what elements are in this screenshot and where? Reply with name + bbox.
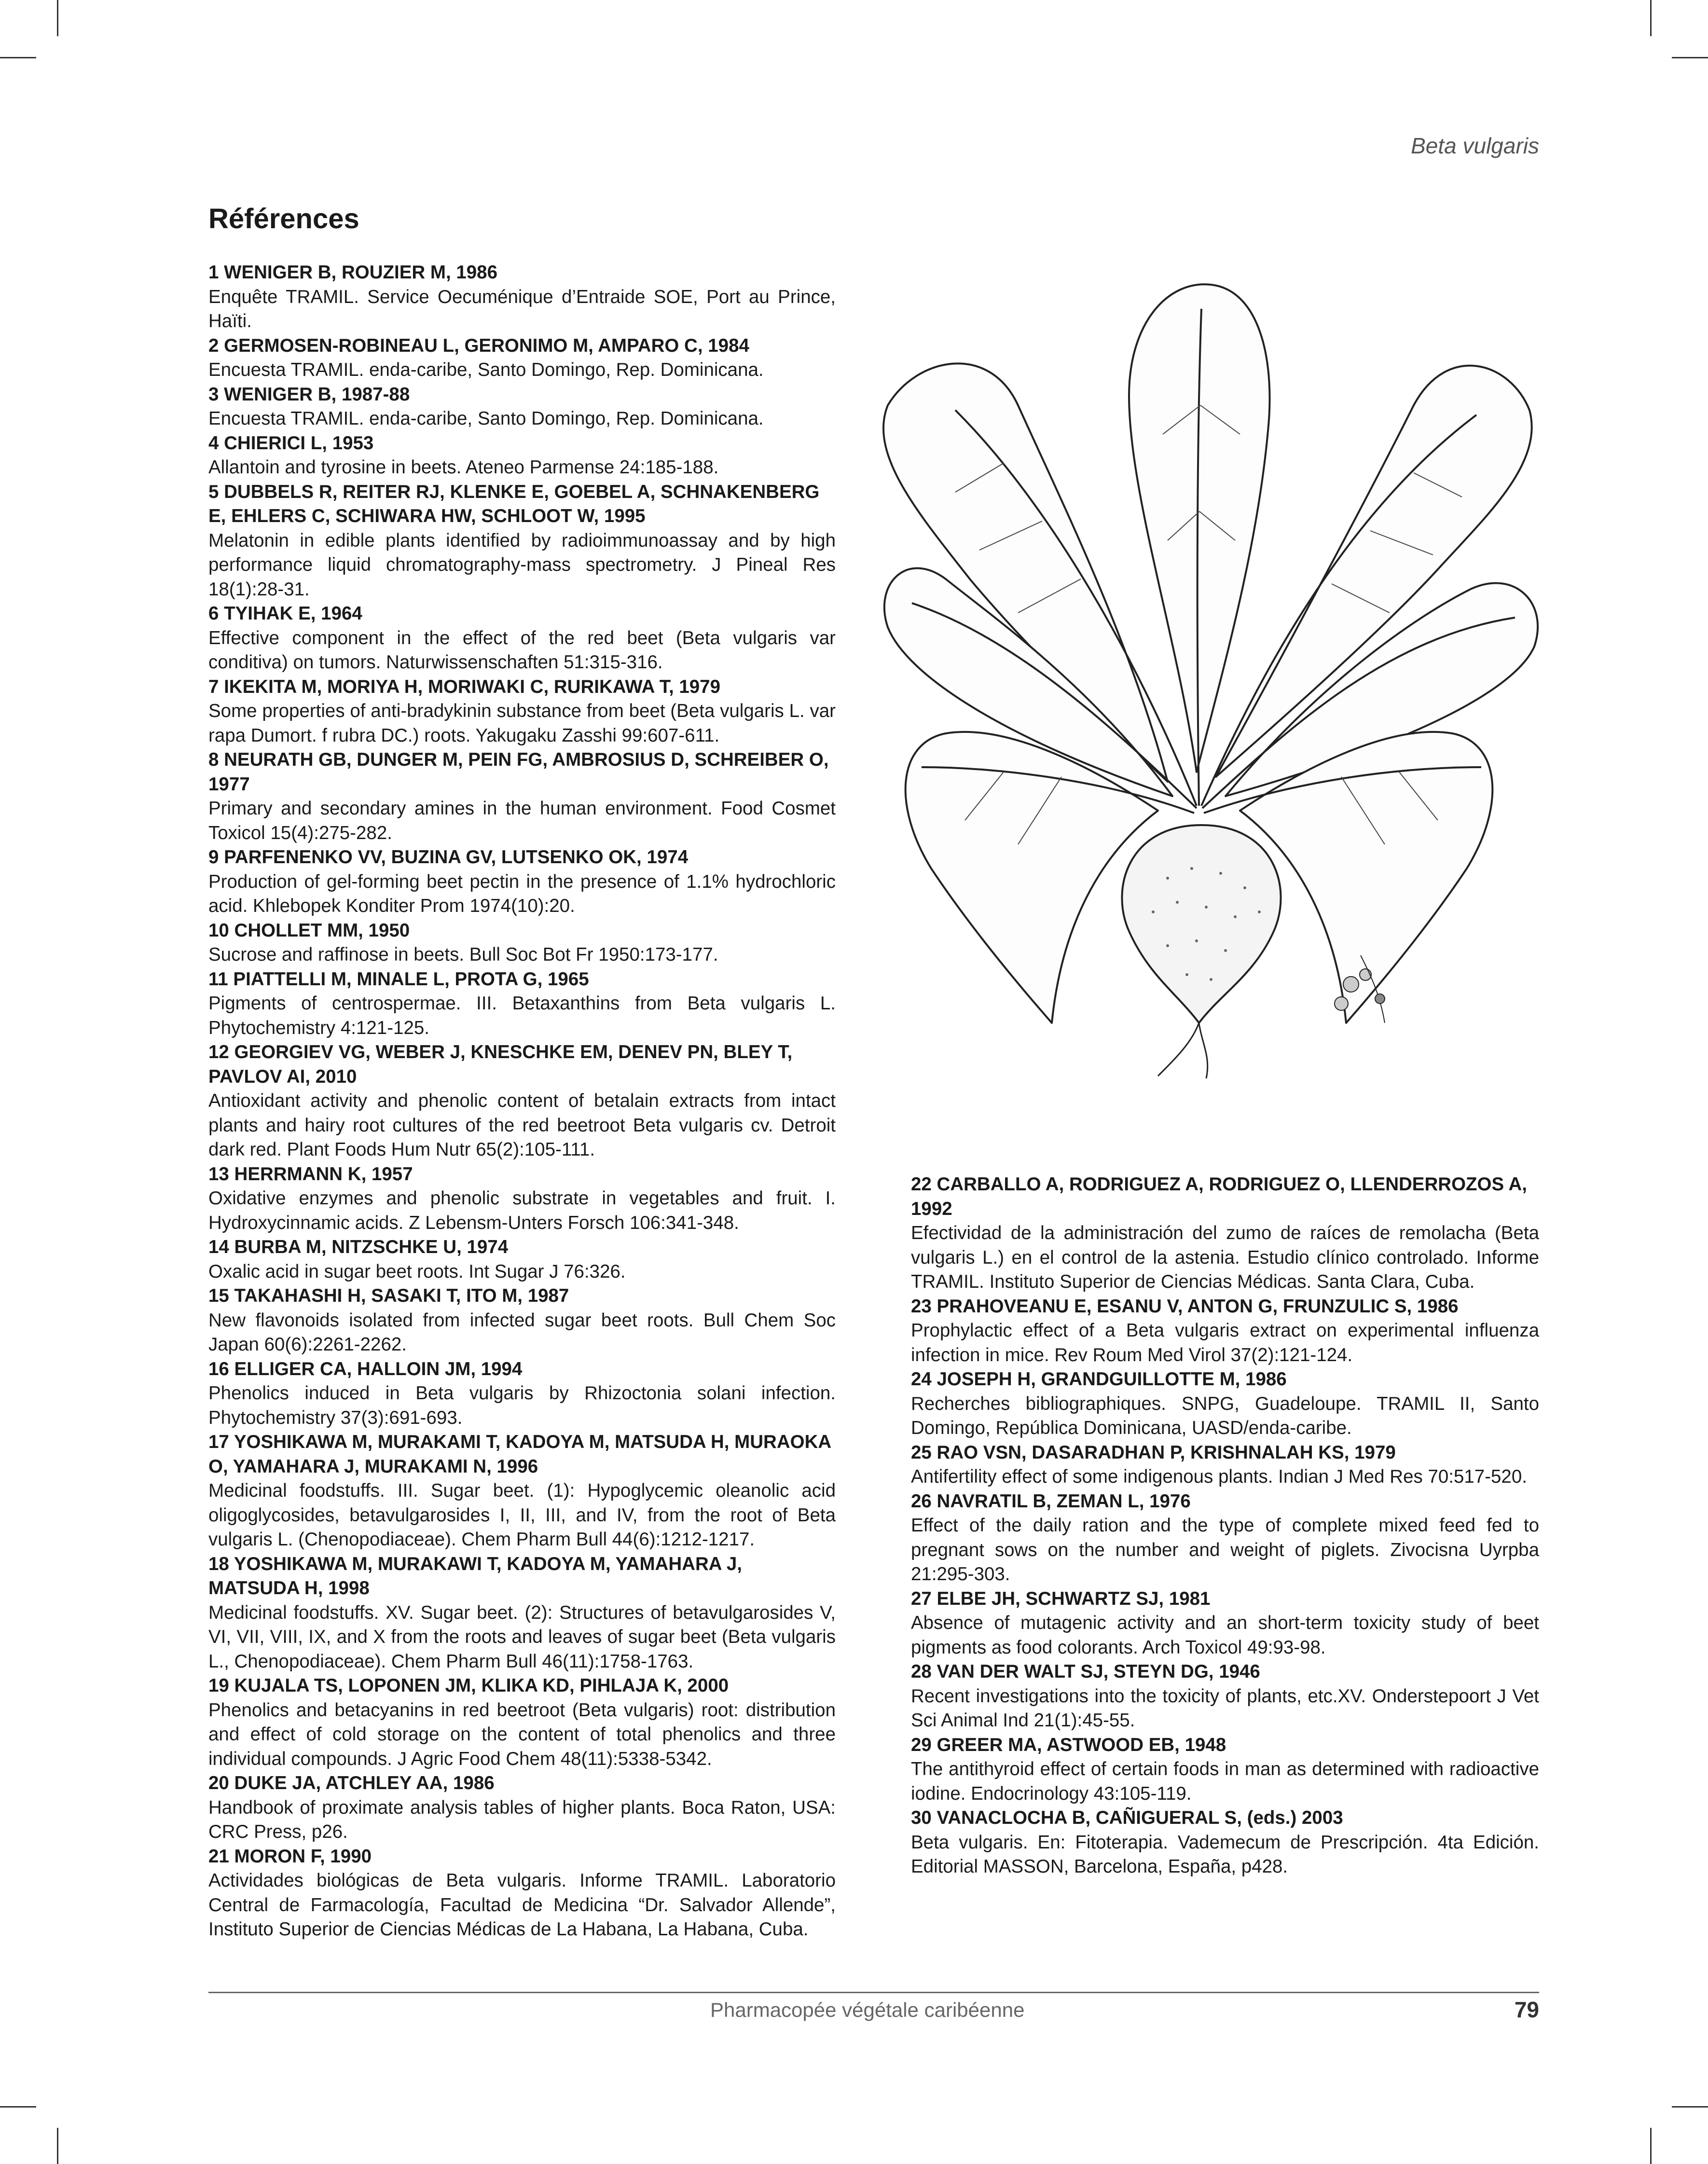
references-right-column — [911, 1172, 1539, 1879]
crop-mark — [1650, 0, 1652, 36]
reference-entry — [208, 1284, 836, 1357]
crop-mark — [1650, 2128, 1652, 2164]
footer-rule — [208, 1992, 1539, 1993]
reference-authors: 3 WENIGER B, 1987-88 — [208, 384, 410, 405]
reference-authors: 2 GERMOSEN-ROBINEAU L, GERONIMO M, AMPARO C, 1984 — [208, 335, 749, 356]
reference-citation: Allantoin and tyrosine in beets. Ateneo Parmense 24:185-188. — [208, 457, 719, 478]
section-title: Références — [208, 203, 359, 234]
reference-authors: 23 PRAHOVEANU E, ESANU V, ANTON G, FRUNZULIC S, 1986 — [911, 1296, 1459, 1317]
crop-mark — [0, 57, 36, 58]
reference-citation: Effect of the daily ration and the type of complete mixed feed fed to pregnant sows on the number and weight of piglets. Zivocisna Uyrpba 21:295-303. — [911, 1515, 1539, 1585]
reference-entry — [208, 1771, 836, 1845]
crop-mark — [0, 2106, 36, 2108]
beet-root — [1122, 825, 1281, 1023]
reference-citation: Phenolics induced in Beta vulgaris by Rhizoctonia solani infection. Phytochemistry 37(3):691-693. — [208, 1383, 836, 1428]
reference-authors: 26 NAVRATIL B, ZEMAN L, 1976 — [911, 1490, 1191, 1512]
crop-mark — [57, 0, 58, 36]
reference-entry — [208, 1040, 836, 1162]
reference-entry — [208, 261, 836, 334]
reference-citation: Oxalic acid in sugar beet roots. Int Sugar J 76:326. — [208, 1261, 626, 1282]
reference-citation: Medicinal foodstuffs. XV. Sugar beet. (2): Structures of betavulgarosides V, VI, VII, VIII, IX, and X from the roots and leaves of sugar beet (Beta vulgaris L., Chenopodiaceae). Chem Pharm Bull 46(11):1758-1763. — [208, 1602, 836, 1672]
reference-citation: New flavonoids isolated from infected sugar beet roots. Bull Chem Soc Japan 60(6):2261-2262. — [208, 1309, 836, 1355]
reference-citation: Antifertility effect of some indigenous plants. Indian J Med Res 70:517-520. — [911, 1466, 1527, 1487]
reference-authors: 17 YOSHIKAWA M, MURAKAMI T, KADOYA M, MATSUDA H, MURAOKA O, YAMAHARA J, MURAKAMI N, 1996 — [208, 1432, 831, 1477]
reference-entry — [208, 1845, 836, 1942]
reference-citation: Production of gel-forming beet pectin in the presence of 1.1% hydrochloric acid. Khlebopek Konditer Prom 1974(10):20. — [208, 871, 836, 916]
reference-entry — [911, 1733, 1539, 1806]
reference-entry — [911, 1489, 1539, 1587]
reference-citation: Recherches bibliographiques. SNPG, Guadeloupe. TRAMIL II, Santo Domingo, República Dominicana, UASD/enda-caribe. — [911, 1393, 1539, 1438]
reference-citation: Handbook of proximate analysis tables of higher plants. Boca Raton, USA: CRC Press, p26. — [208, 1797, 836, 1842]
reference-authors: 25 RAO VSN, DASARADHAN P, KRISHNALAH KS, 1979 — [911, 1442, 1396, 1463]
reference-authors: 14 BURBA M, NITZSCHKE U, 1974 — [208, 1237, 509, 1257]
reference-entry — [911, 1295, 1539, 1368]
reference-authors: 29 GREER MA, ASTWOOD EB, 1948 — [911, 1734, 1226, 1755]
reference-citation: Sucrose and raffinose in beets. Bull Soc Bot Fr 1950:173-177. — [208, 944, 718, 965]
reference-entry — [911, 1806, 1539, 1879]
reference-entry — [208, 1162, 836, 1236]
reference-citation: Primary and secondary amines in the human environment. Food Cosmet Toxicol 15(4):275-282. — [208, 798, 836, 843]
page-number: 79 — [1514, 1997, 1539, 2022]
reference-citation: Encuesta TRAMIL. enda-caribe, Santo Domingo, Rep. Dominicana. — [208, 408, 764, 429]
reference-entry — [208, 383, 836, 431]
reference-authors: 8 NEURATH GB, DUNGER M, PEIN FG, AMBROSIUS D, SCHREIBER O, 1977 — [208, 749, 829, 795]
crop-mark — [1672, 57, 1708, 58]
reference-authors: 7 IKEKITA M, MORIYA H, MORIWAKI C, RURIKAWA T, 1979 — [208, 676, 721, 697]
reference-citation: The antithyroid effect of certain foods in man as determined with radioactive iodine. Endocrinology 43:105-119. — [911, 1759, 1539, 1804]
footer-title: Pharmacopée végétale caribéenne — [710, 1999, 1025, 2021]
reference-authors: 15 TAKAHASHI H, SASAKI T, ITO M, 1987 — [208, 1285, 569, 1306]
reference-citation: Enquête TRAMIL. Service Oecuménique d’Entraide SOE, Port au Prince, Haïti. — [208, 286, 836, 331]
reference-authors: 6 TYIHAK E, 1964 — [208, 603, 362, 624]
reference-entry — [208, 748, 836, 845]
reference-citation: Melatonin in edible plants identified by radioimmunoassay and by high performance liquid chromatography-mass spectrometry. J Pineal Res 18(1):28-31. — [208, 530, 836, 600]
reference-authors: 24 JOSEPH H, GRANDGUILLOTTE M, 1986 — [911, 1369, 1287, 1390]
reference-citation: Actividades biológicas de Beta vulgaris. Informe TRAMIL. Laboratorio Central de Farmacología, Facultad de Medicina “Dr. Salvador Allende”, Instituto Superior de Ciencias Médicas de La Habana, La Habana, Cuba. — [208, 1870, 836, 1940]
beet-illustration — [859, 203, 1573, 1081]
reference-authors: 5 DUBBELS R, REITER RJ, KLENKE E, GOEBEL A, SCHNAKENBERG E, EHLERS C, SCHIWARA HW, SCHLOOT W, 1995 — [208, 481, 820, 526]
reference-authors: 21 MORON F, 1990 — [208, 1846, 372, 1867]
reference-authors: 27 ELBE JH, SCHWARTZ SJ, 1981 — [911, 1588, 1211, 1609]
reference-entry — [208, 967, 836, 1041]
reference-entry — [208, 1430, 836, 1552]
reference-citation: Oxidative enzymes and phenolic substrate in vegetables and fruit. I. Hydroxycinnamic acids. Z Lebensm-Unters Forsch 106:341-348. — [208, 1188, 836, 1233]
reference-authors: 16 ELLIGER CA, HALLOIN JM, 1994 — [208, 1358, 523, 1379]
reference-entry — [208, 602, 836, 675]
reference-authors: 4 CHIERICI L, 1953 — [208, 432, 374, 454]
reference-authors: 12 GEORGIEV VG, WEBER J, KNESCHKE EM, DENEV PN, BLEY T, PAVLOV AI, 2010 — [208, 1042, 793, 1087]
reference-citation: Phenolics and betacyanins in red beetroot (Beta vulgaris) root: distribution and effect of cold storage on the content of total phenolics and three individual compounds. J Agric Food Chem 48(11):5338-5342. — [208, 1699, 836, 1769]
reference-authors: 18 YOSHIKAWA M, MURAKAWI T, KADOYA M, YAMAHARA J, MATSUDA H, 1998 — [208, 1553, 742, 1599]
reference-authors: 9 PARFENENKO VV, BUZINA GV, LUTSENKO OK, 1974 — [208, 847, 689, 868]
reference-entry — [911, 1172, 1539, 1295]
reference-entry — [208, 675, 836, 748]
running-head: Beta vulgaris — [1411, 133, 1539, 158]
reference-entry — [208, 1674, 836, 1771]
reference-citation: Encuesta TRAMIL. enda-caribe, Santo Domingo, Rep. Dominicana. — [208, 359, 764, 380]
reference-entry — [911, 1587, 1539, 1660]
reference-entry — [208, 1235, 836, 1284]
reference-entry — [911, 1367, 1539, 1441]
reference-citation: Antioxidant activity and phenolic content of betalain extracts from intact plants and hairy root cultures of the red beetroot Beta vulgaris cv. Detroit dark red. Plant Foods Hum Nutr 65(2):105-111. — [208, 1090, 836, 1160]
crop-mark — [57, 2128, 58, 2164]
reference-entry — [208, 431, 836, 480]
reference-entry — [208, 334, 836, 383]
reference-entry — [208, 919, 836, 967]
reference-authors: 13 HERRMANN K, 1957 — [208, 1163, 413, 1185]
references-left-column — [208, 261, 836, 1942]
reference-citation: Beta vulgaris. En: Fitoterapia. Vademecum de Prescripción. 4ta Edición. Editorial MASSON, Barcelona, España, p428. — [911, 1832, 1539, 1877]
reference-citation: Efectividad de la administración del zumo de raíces de remolacha (Beta vulgaris L.) en el control de la astenia. Estudio clínico controlado. Informe TRAMIL. Instituto Superior de Ciencias Médicas. Santa Clara, Cuba. — [911, 1223, 1539, 1292]
reference-citation: Prophylactic effect of a Beta vulgaris extract on experimental influenza infection in mice. Rev Roum Med Virol 37(2):121-124. — [911, 1320, 1539, 1365]
reference-authors: 10 CHOLLET MM, 1950 — [208, 920, 410, 941]
reference-entry — [911, 1660, 1539, 1733]
reference-citation: Medicinal foodstuffs. III. Sugar beet. (1): Hypoglycemic oleanolic acid oligoglycosides, betavulgarosides I, II, III, and IV, from the root of Beta vulgaris L. (Chenopodiaceae). Chem Pharm Bull 44(6):1212-1217. — [208, 1480, 836, 1550]
reference-entry — [911, 1441, 1539, 1489]
reference-authors: 20 DUKE JA, ATCHLEY AA, 1986 — [208, 1773, 495, 1793]
reference-citation: Effective component in the effect of the red beet (Beta vulgaris var conditiva) on tumors. Naturwissenschaften 51:315-316. — [208, 627, 836, 673]
reference-citation: Some properties of anti-bradykinin substance from beet (Beta vulgaris L. var rapa Dumort. f rubra DC.) roots. Yakugaku Zasshi 99:607-611. — [208, 701, 836, 746]
reference-authors: 28 VAN DER WALT SJ, STEYN DG, 1946 — [911, 1661, 1260, 1682]
reference-authors: 30 VANACLOCHA B, CAÑIGUERAL S, (eds.) 2003 — [911, 1807, 1343, 1828]
reference-citation: Absence of mutagenic activity and an short-term toxicity study of beet pigments as food colorants. Arch Toxicol 49:93-98. — [911, 1613, 1539, 1658]
reference-authors: 19 KUJALA TS, LOPONEN JM, KLIKA KD, PIHLAJA K, 2000 — [208, 1675, 729, 1696]
reference-authors: 11 PIATTELLI M, MINALE L, PROTA G, 1965 — [208, 968, 589, 990]
reference-citation: Pigments of centrospermae. III. Betaxanthins from Beta vulgaris L. Phytochemistry 4:121-125. — [208, 993, 836, 1038]
reference-entry — [208, 845, 836, 919]
reference-authors: 1 WENIGER B, ROUZIER M, 1986 — [208, 262, 498, 283]
reference-authors: 22 CARBALLO A, RODRIGUEZ A, RODRIGUEZ O, LLENDERROZOS A, 1992 — [911, 1174, 1527, 1219]
crop-mark — [1672, 2106, 1708, 2108]
reference-citation: Recent investigations into the toxicity of plants, etc.XV. Onderstepoort J Vet Sci Animal Ind 21(1):45-55. — [911, 1685, 1539, 1731]
reference-entry — [208, 1552, 836, 1674]
reference-entry — [208, 480, 836, 602]
reference-entry — [208, 1357, 836, 1431]
